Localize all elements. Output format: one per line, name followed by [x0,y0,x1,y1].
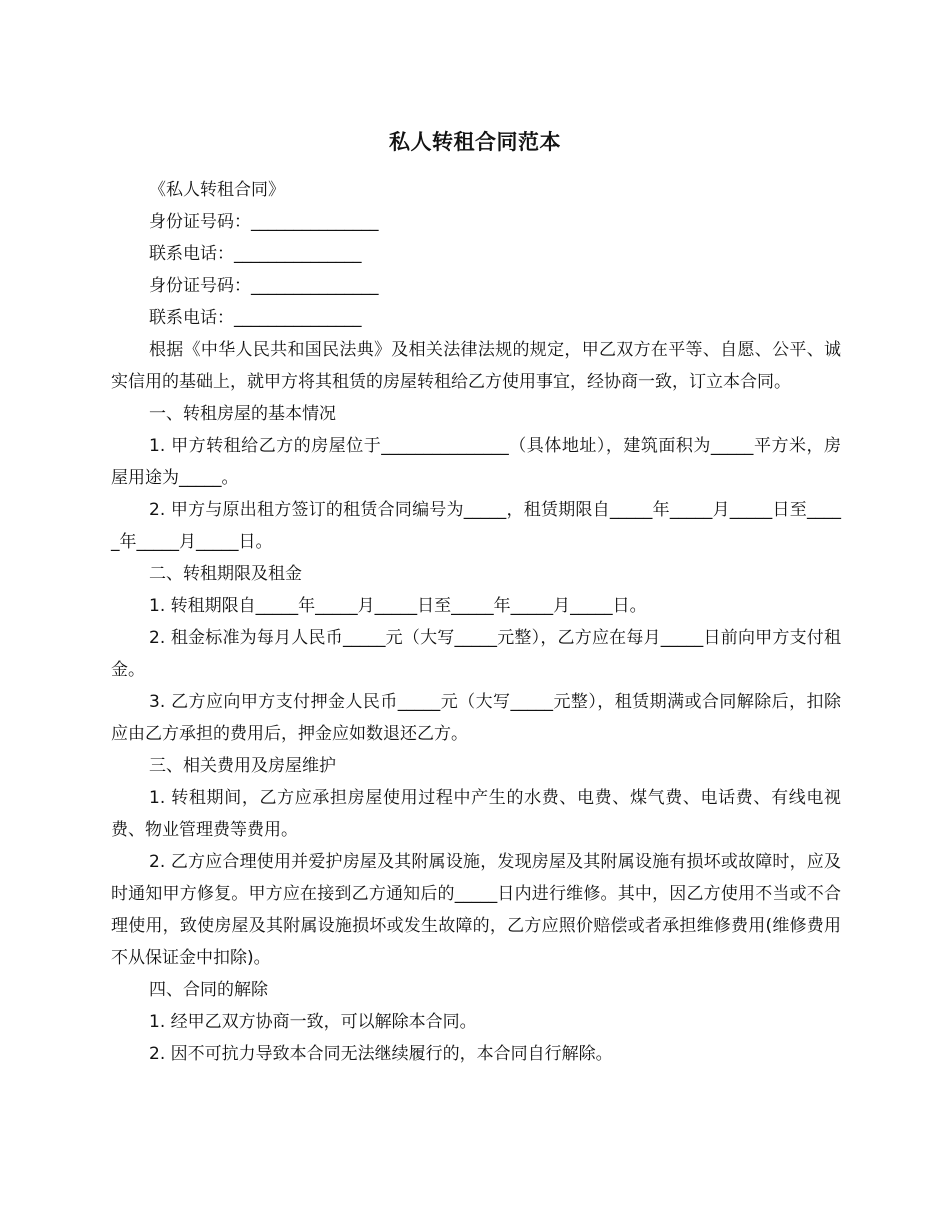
document-title: 私人转租合同范本 [389,130,561,154]
section-heading-1: 一、转租房屋的基本情况 [149,404,336,424]
phone-line-2: 联系电话：_______________ [149,308,362,328]
phone-line-1: 联系电话：_______________ [149,244,362,264]
clause-2-2: 2. 租金标准为每月人民币_____元（大写_____元整），乙方应在每月_____日前向甲方支付租金。 [111,628,841,680]
clause-3-2: 2. 乙方应合理使用并爱护房屋及其附属设施，发现房屋及其附属设施有损坏或故障时，应及时通知甲方修复。甲方应在接到乙方通知后的_____日内进行维修。其中，因乙方使用不当或不合理使用，致使房屋及其附属设施损坏或发生故障的，乙方应照价赔偿或者承担维修费用(维修费用不从保证金中扣除)。 [111,852,841,968]
clause-4-1: 1. 经甲乙双方协商一致，可以解除本合同。 [149,1012,477,1032]
clause-3-1: 1. 转租期间，乙方应承担房屋使用过程中产生的水费、电费、煤气费、电话费、有线电视费、物业管理费等费用。 [111,788,841,840]
clause-2-1: 1. 转租期限自_____年_____月_____日至_____年_____月_____日。 [149,596,647,616]
clause-2-3: 3. 乙方应向甲方支付押金人民币_____元（大写_____元整），租赁期满或合同解除后，扣除应由乙方承担的费用后，押金应如数退还乙方。 [111,692,841,744]
clause-4-2: 2. 因不可抗力导致本合同无法继续履行的，本合同自行解除。 [149,1044,613,1064]
section-heading-4: 四、合同的解除 [149,980,268,1000]
clause-1-2: 2. 甲方与原出租方签订的租赁合同编号为_____，租赁期限自_____年_____月_____日至_____年_____月_____日。 [111,500,841,552]
id-number-line-2: 身份证号码：_______________ [149,276,379,296]
document-body [111,174,841,1070]
section-heading-2: 二、转租期限及租金 [149,564,302,584]
clause-1-1: 1. 甲方转租给乙方的房屋位于_______________（具体地址），建筑面积为_____平方米，房屋用途为_____。 [111,436,841,488]
section-heading-3: 三、相关费用及房屋维护 [149,756,336,776]
preamble-paragraph: 根据《中华人民共和国民法典》及相关法律法规的规定，甲乙双方在平等、自愿、公平、诚实信用的基础上，就甲方将其租赁的房屋转租给乙方使用事宜，经协商一致，订立本合同。 [111,340,841,392]
contract-name: 《私人转租合同》 [149,180,285,200]
id-number-line-1: 身份证号码：_______________ [149,212,379,232]
